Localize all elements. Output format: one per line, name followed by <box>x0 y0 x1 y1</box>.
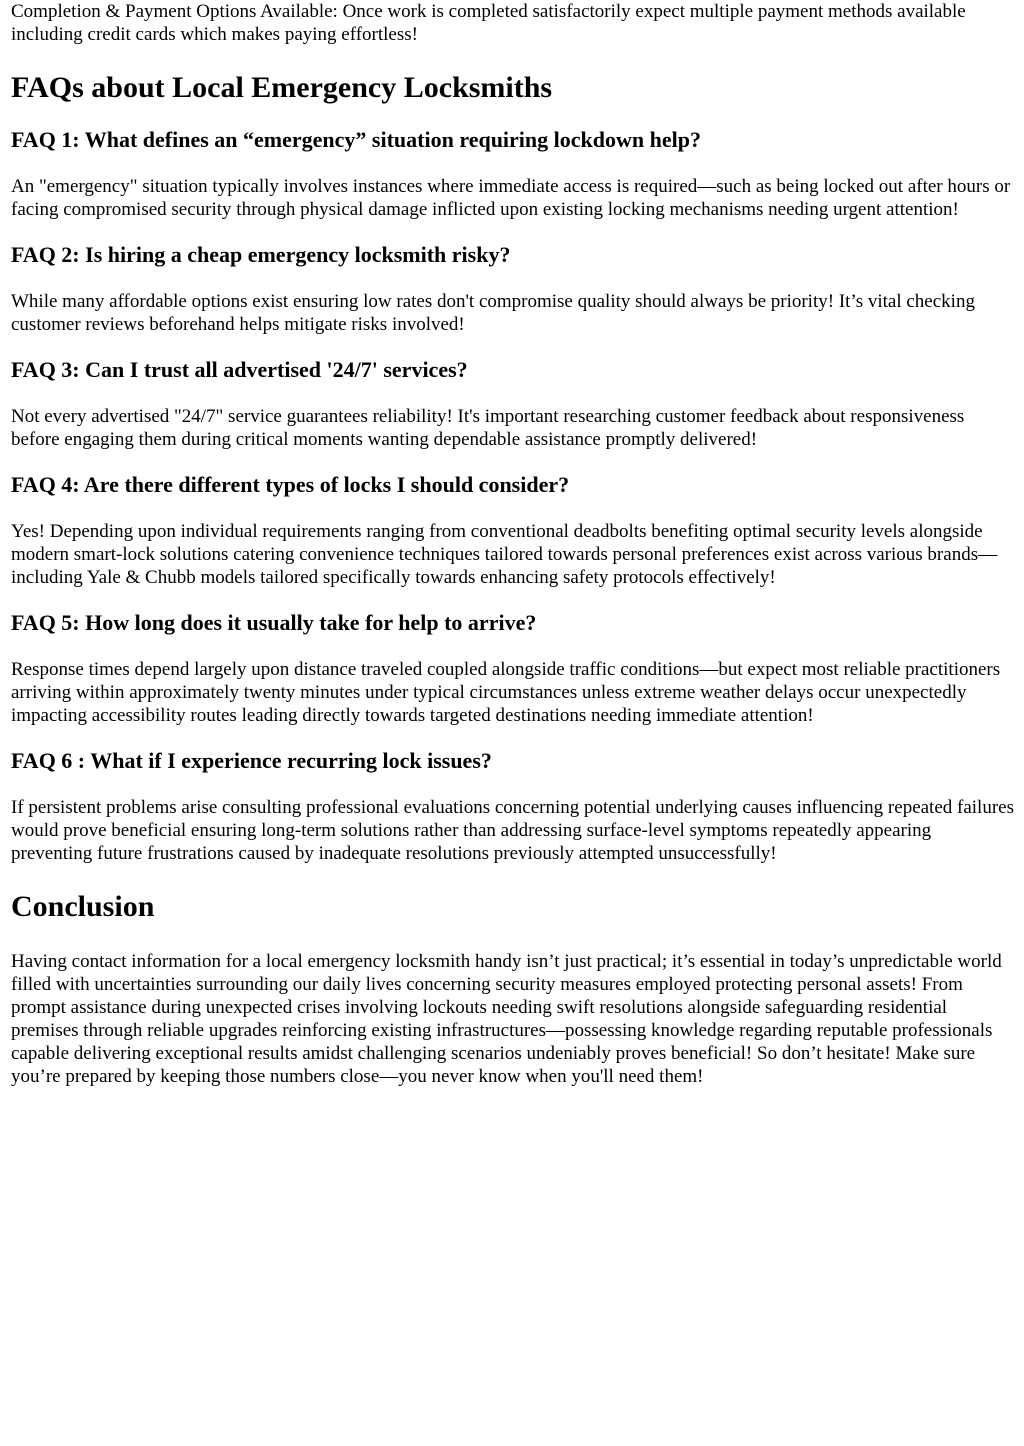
faq-answer: Yes! Depending upon individual requirements ranging from conventional deadbolts benefiting optimal security levels alongside modern smart-lock solutions catering convenience techniques tailored towards personal preferences exist across various brands—including Yale & Chubb models tailored specifically towards enhancing safety protocols effectively! <box>11 521 998 588</box>
faq-item-1 <box>11 126 1014 221</box>
faq-question: FAQ 1: What defines an “emergency” situation requiring lockdown help? <box>11 127 701 152</box>
faq-item-4 <box>11 471 1014 589</box>
faq-question: FAQ 2: Is hiring a cheap emergency locksmith risky? <box>11 242 511 267</box>
faq-section-heading: FAQs about Local Emergency Locksmiths <box>11 71 553 104</box>
faq-answer: If persistent problems arise consulting professional evaluations concerning potential underlying causes influencing repeated failures would prove beneficial ensuring long-term solutions rather than addressing surface-level symptoms repeatedly appearing preventing future frustrations caused by inadequate resolutions previously attempted unsuccessfully! <box>11 797 1014 864</box>
faq-question: FAQ 4: Are there different types of locks I should consider? <box>11 472 570 497</box>
conclusion-paragraph: Having contact information for a local emergency locksmith handy isn’t just practical; it’s essential in today’s unpredictable world filled with uncertainties surrounding our daily lives concerning security measures employed protecting personal assets! From prompt assistance during unexpected crises involving lockouts needing swift resolutions alongside safeguarding residential premises through reliable upgrades reinforcing existing infrastructures—possessing knowledge regarding reputable professionals capable delivering exceptional results amidst challenging scenarios undeniably proves beneficial! So don’t hesitate! Make sure you’re prepared by keeping those numbers close—you never know when you'll need them! <box>11 951 1002 1087</box>
faq-answer: Response times depend largely upon distance traveled coupled alongside traffic conditions—but expect most reliable practitioners arriving within approximately twenty minutes under typical circumstances unless extreme weather delays occur unexpectedly impacting accessibility routes leading directly towards targeted destinations needing immediate attention! <box>11 659 1001 726</box>
intro-paragraph: Completion & Payment Options Available: Once work is completed satisfactorily expect multiple payment methods available including credit cards which makes paying effortless! <box>11 1 966 45</box>
faq-question: FAQ 5: How long does it usually take for help to arrive? <box>11 610 537 635</box>
faq-item-2 <box>11 241 1014 336</box>
faq-question: FAQ 6 : What if I experience recurring lock issues? <box>11 748 492 773</box>
conclusion-heading: Conclusion <box>11 890 155 923</box>
faq-question: FAQ 3: Can I trust all advertised '24/7' services? <box>11 357 468 382</box>
faq-item-6 <box>11 747 1014 865</box>
faq-answer: Not every advertised "24/7" service guarantees reliability! It's important researching customer feedback about responsiveness before engaging them during critical moments wanting dependable assistance promptly delivered! <box>11 406 965 450</box>
faq-item-3 <box>11 356 1014 451</box>
faq-item-5 <box>11 609 1014 727</box>
faq-answer: An "emergency" situation typically involves instances where immediate access is required—such as being locked out after hours or facing compromised security through physical damage inflicted upon existing locking mechanisms needing urgent attention! <box>11 176 1011 220</box>
faq-answer: While many affordable options exist ensuring low rates don't compromise quality should always be priority! It’s vital checking customer reviews beforehand helps mitigate risks involved! <box>11 291 975 335</box>
